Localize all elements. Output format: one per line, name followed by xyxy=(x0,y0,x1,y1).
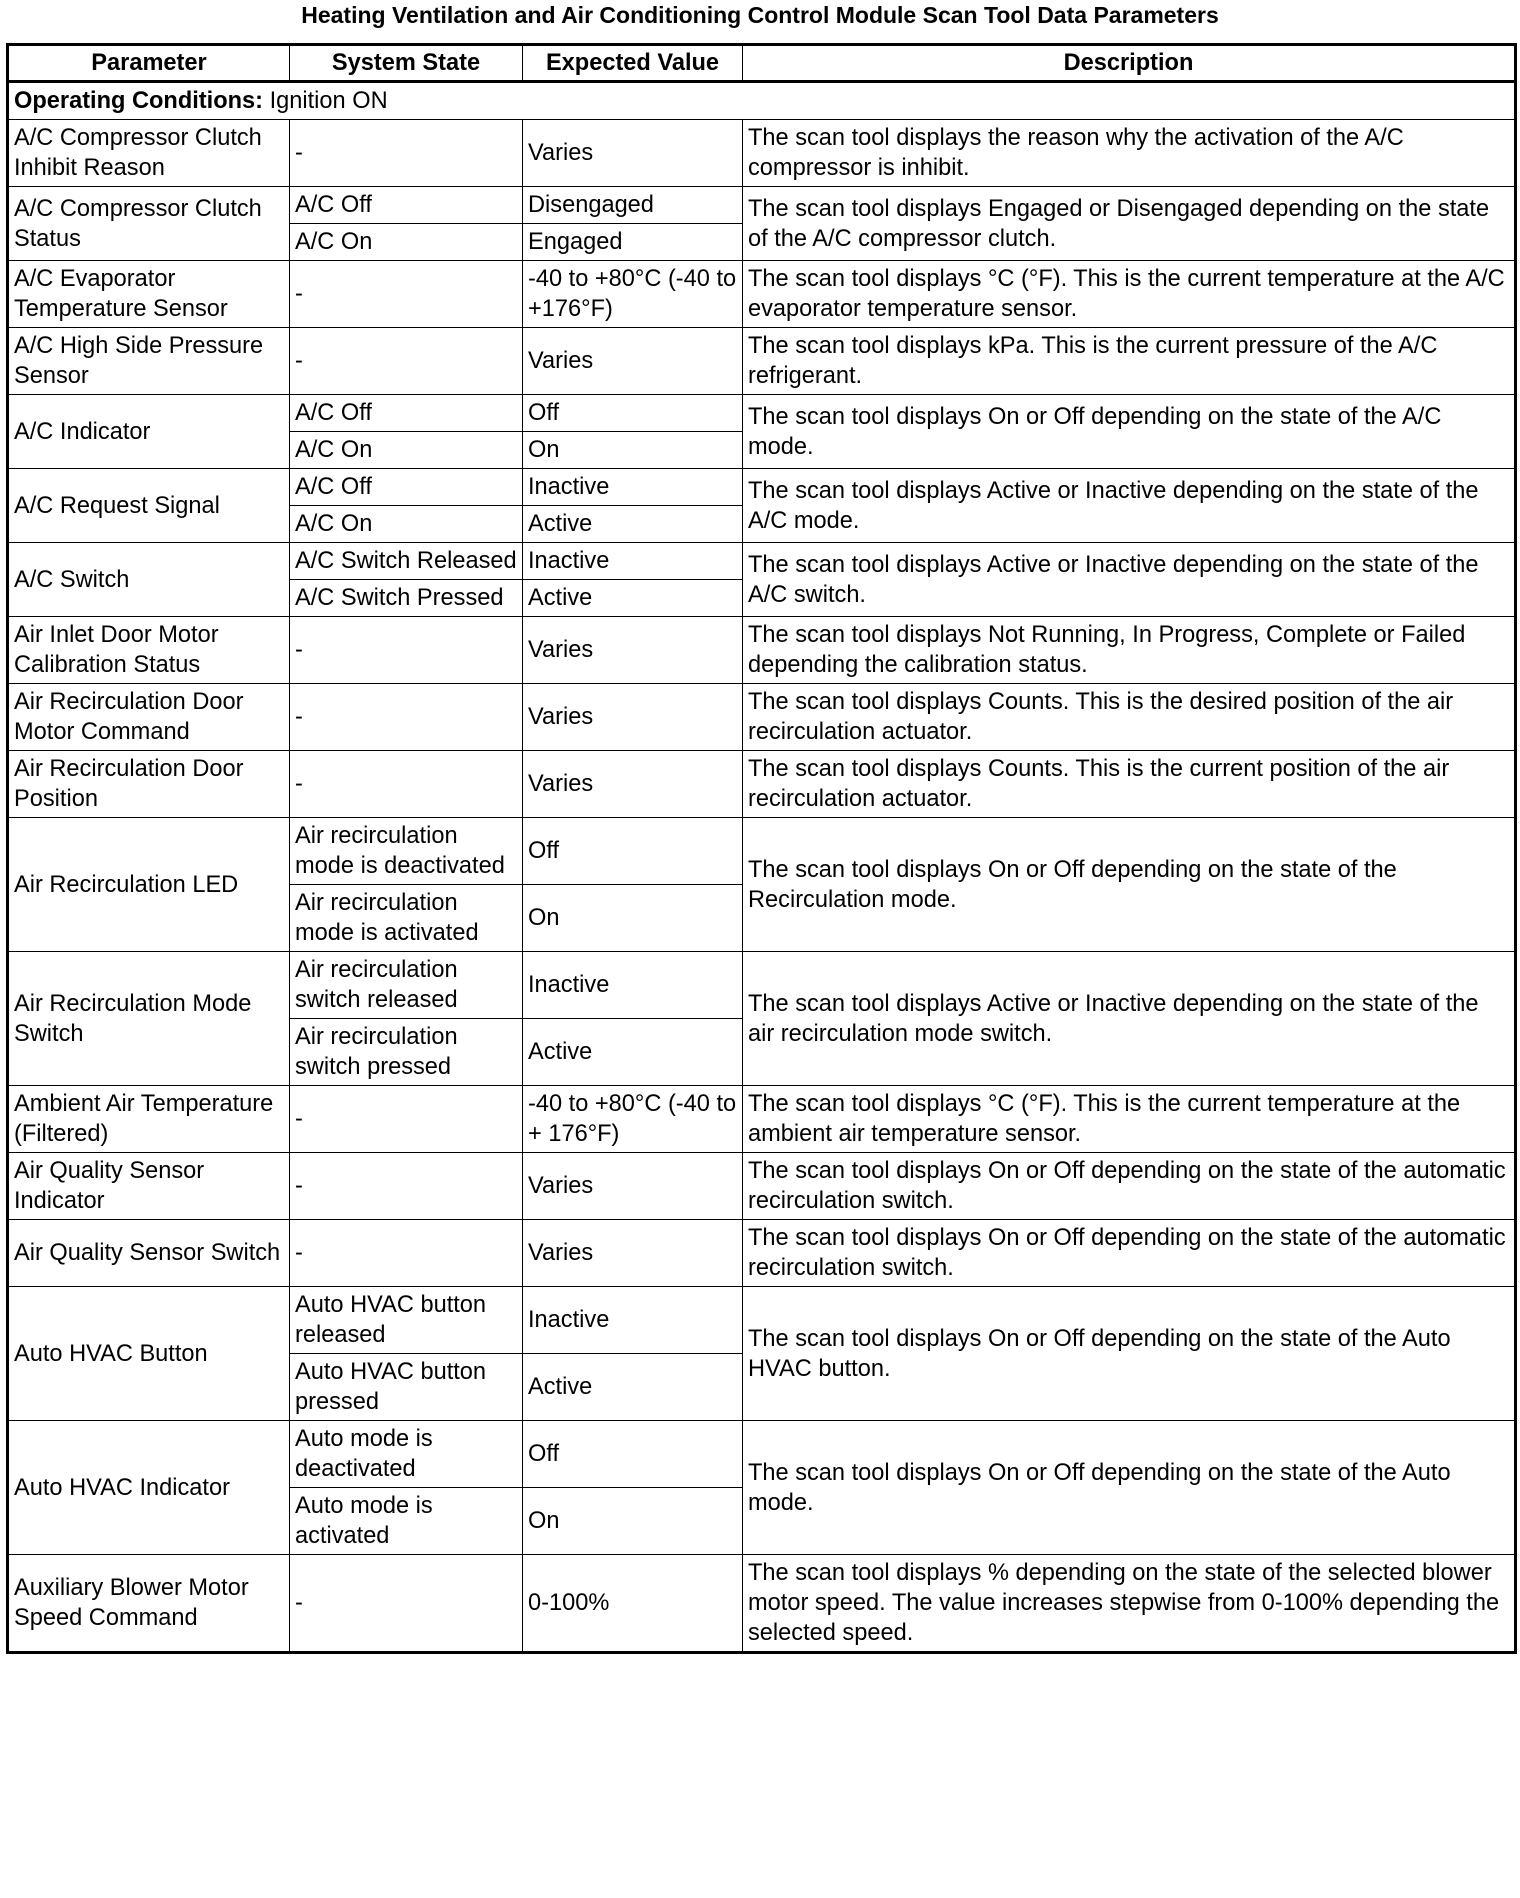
table-row xyxy=(8,1287,1516,1354)
table-row xyxy=(8,328,1516,395)
expected-value-cell: Varies xyxy=(523,617,743,684)
description-cell: The scan tool displays Not Running, In Progress, Complete or Failed depending the calibration status. xyxy=(743,617,1516,684)
operating-conditions-label: Operating Conditions: xyxy=(14,88,264,114)
header-system-state: System State xyxy=(290,45,523,82)
table-row xyxy=(8,120,1516,187)
system-state-cell: Auto HVAC button pressed xyxy=(290,1354,523,1421)
header-row xyxy=(8,45,1516,82)
parameter-cell: A/C High Side Pressure Sensor xyxy=(8,328,290,395)
parameter-cell: Auto HVAC Button xyxy=(8,1287,290,1421)
expected-value-cell: Engaged xyxy=(523,224,743,261)
table-row xyxy=(8,469,1516,506)
expected-value-cell: 0-100% xyxy=(523,1555,743,1653)
parameter-cell: Auxiliary Blower Motor Speed Command xyxy=(8,1555,290,1653)
system-state-cell: - xyxy=(290,751,523,818)
table-row xyxy=(8,1421,1516,1488)
parameter-cell: A/C Evaporator Temperature Sensor xyxy=(8,261,290,328)
system-state-cell: A/C Off xyxy=(290,395,523,432)
system-state-cell: A/C Off xyxy=(290,187,523,224)
expected-value-cell: Inactive xyxy=(523,952,743,1019)
table-row xyxy=(8,395,1516,432)
parameter-cell: Ambient Air Temperature (Filtered) xyxy=(8,1086,290,1153)
description-cell: The scan tool displays On or Off depending on the state of the automatic recirculation switch. xyxy=(743,1220,1516,1287)
table-body xyxy=(8,82,1516,1653)
expected-value-cell: Varies xyxy=(523,1220,743,1287)
table-row xyxy=(8,1555,1516,1653)
parameter-cell: Air Recirculation Door Position xyxy=(8,751,290,818)
description-cell: The scan tool displays °C (°F). This is the current temperature at the A/C evaporator temperature sensor. xyxy=(743,261,1516,328)
system-state-cell: A/C On xyxy=(290,506,523,543)
expected-value-cell: Inactive xyxy=(523,1287,743,1354)
parameter-cell: A/C Switch xyxy=(8,543,290,617)
expected-value-cell: Active xyxy=(523,580,743,617)
expected-value-cell: -40 to +80°C (-40 to +176°F) xyxy=(523,261,743,328)
description-cell: The scan tool displays On or Off depending on the state of the Auto HVAC button. xyxy=(743,1287,1516,1421)
system-state-cell: Auto HVAC button released xyxy=(290,1287,523,1354)
parameter-cell: Air Quality Sensor Indicator xyxy=(8,1153,290,1220)
header-expected-value: Expected Value xyxy=(523,45,743,82)
expected-value-cell: -40 to +80°C (-40 to + 176°F) xyxy=(523,1086,743,1153)
parameter-cell: A/C Compressor Clutch Status xyxy=(8,187,290,261)
system-state-cell: Auto mode is activated xyxy=(290,1488,523,1555)
description-cell: The scan tool displays Active or Inactive depending on the state of the air recirculation mode switch. xyxy=(743,952,1516,1086)
parameter-cell: Auto HVAC Indicator xyxy=(8,1421,290,1555)
expected-value-cell: Varies xyxy=(523,684,743,751)
description-cell: The scan tool displays the reason why the activation of the A/C compressor is inhibit. xyxy=(743,120,1516,187)
description-cell: The scan tool displays Counts. This is the current position of the air recirculation actuator. xyxy=(743,751,1516,818)
table-row xyxy=(8,952,1516,1019)
operating-conditions-row xyxy=(8,82,1516,120)
system-state-cell: A/C Switch Released xyxy=(290,543,523,580)
system-state-cell: - xyxy=(290,684,523,751)
expected-value-cell: Off xyxy=(523,395,743,432)
expected-value-cell: On xyxy=(523,432,743,469)
system-state-cell: A/C Off xyxy=(290,469,523,506)
description-cell: The scan tool displays Active or Inactive depending on the state of the A/C mode. xyxy=(743,469,1516,543)
system-state-cell: - xyxy=(290,328,523,395)
system-state-cell: - xyxy=(290,120,523,187)
description-cell: The scan tool displays On or Off depending on the state of the A/C mode. xyxy=(743,395,1516,469)
parameter-cell: A/C Request Signal xyxy=(8,469,290,543)
description-cell: The scan tool displays % depending on the state of the selected blower motor speed. The value increases stepwise from 0-100% depending the selected speed. xyxy=(743,1555,1516,1653)
header-description: Description xyxy=(743,45,1516,82)
parameter-cell: Air Recirculation Door Motor Command xyxy=(8,684,290,751)
system-state-cell: A/C On xyxy=(290,224,523,261)
expected-value-cell: Varies xyxy=(523,751,743,818)
description-cell: The scan tool displays Engaged or Disengaged depending on the state of the A/C compressor clutch. xyxy=(743,187,1516,261)
system-state-cell: - xyxy=(290,1086,523,1153)
system-state-cell: A/C Switch Pressed xyxy=(290,580,523,617)
expected-value-cell: Active xyxy=(523,1019,743,1086)
parameter-cell: A/C Compressor Clutch Inhibit Reason xyxy=(8,120,290,187)
expected-value-cell: On xyxy=(523,885,743,952)
system-state-cell: Air recirculation mode is activated xyxy=(290,885,523,952)
expected-value-cell: Disengaged xyxy=(523,187,743,224)
expected-value-cell: Inactive xyxy=(523,469,743,506)
expected-value-cell: Active xyxy=(523,1354,743,1421)
table-row xyxy=(8,261,1516,328)
table-row xyxy=(8,684,1516,751)
table-row xyxy=(8,818,1516,885)
parameter-cell: Air Recirculation Mode Switch xyxy=(8,952,290,1086)
system-state-cell: - xyxy=(290,1153,523,1220)
system-state-cell: - xyxy=(290,1555,523,1653)
expected-value-cell: Inactive xyxy=(523,543,743,580)
header-parameter: Parameter xyxy=(8,45,290,82)
table-row xyxy=(8,617,1516,684)
parameter-cell: Air Inlet Door Motor Calibration Status xyxy=(8,617,290,684)
system-state-cell: - xyxy=(290,617,523,684)
page-title: Heating Ventilation and Air Conditioning Control Module Scan Tool Data Parameters xyxy=(301,2,1219,28)
system-state-cell: Air recirculation switch released xyxy=(290,952,523,1019)
table-row xyxy=(8,543,1516,580)
description-cell: The scan tool displays °C (°F). This is the current temperature at the ambient air temperature sensor. xyxy=(743,1086,1516,1153)
table-row xyxy=(8,1153,1516,1220)
table-row xyxy=(8,1086,1516,1153)
system-state-cell: A/C On xyxy=(290,432,523,469)
description-cell: The scan tool displays On or Off depending on the state of the automatic recirculation switch. xyxy=(743,1153,1516,1220)
description-cell: The scan tool displays On or Off depending on the state of the Auto mode. xyxy=(743,1421,1516,1555)
parameter-cell: Air Recirculation LED xyxy=(8,818,290,952)
parameter-cell: A/C Indicator xyxy=(8,395,290,469)
table-row xyxy=(8,187,1516,224)
expected-value-cell: On xyxy=(523,1488,743,1555)
system-state-cell: Air recirculation mode is deactivated xyxy=(290,818,523,885)
operating-conditions-cell xyxy=(8,82,1516,120)
table-row xyxy=(8,1220,1516,1287)
expected-value-cell: Varies xyxy=(523,328,743,395)
expected-value-cell: Active xyxy=(523,506,743,543)
operating-conditions-value: Ignition ON xyxy=(263,88,388,114)
table-row xyxy=(8,751,1516,818)
system-state-cell: Auto mode is deactivated xyxy=(290,1421,523,1488)
scan-tool-data-table xyxy=(6,43,1517,1654)
system-state-cell: Air recirculation switch pressed xyxy=(290,1019,523,1086)
expected-value-cell: Varies xyxy=(523,120,743,187)
system-state-cell: - xyxy=(290,261,523,328)
description-cell: The scan tool displays Counts. This is the desired position of the air recirculation actuator. xyxy=(743,684,1516,751)
description-cell: The scan tool displays On or Off depending on the state of the Recirculation mode. xyxy=(743,818,1516,952)
expected-value-cell: Varies xyxy=(523,1153,743,1220)
parameter-cell: Air Quality Sensor Switch xyxy=(8,1220,290,1287)
expected-value-cell: Off xyxy=(523,1421,743,1488)
system-state-cell: - xyxy=(290,1220,523,1287)
description-cell: The scan tool displays kPa. This is the current pressure of the A/C refrigerant. xyxy=(743,328,1516,395)
description-cell: The scan tool displays Active or Inactive depending on the state of the A/C switch. xyxy=(743,543,1516,617)
expected-value-cell: Off xyxy=(523,818,743,885)
